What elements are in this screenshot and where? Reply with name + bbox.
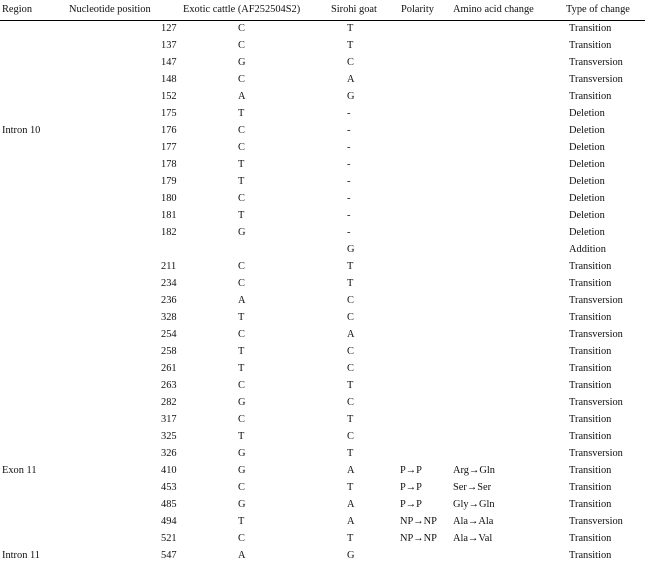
sirohi-goat-cell: T bbox=[347, 532, 354, 544]
type-of-change-cell: Transition bbox=[569, 532, 612, 544]
polarity-cell bbox=[399, 122, 451, 139]
sirohi-goat-cell: C bbox=[347, 345, 354, 357]
region-cell bbox=[0, 207, 63, 224]
polarity-cell: P→P bbox=[400, 498, 422, 510]
table-row bbox=[0, 496, 645, 513]
sirohi-goat-cell: - bbox=[347, 141, 351, 153]
polarity-cell bbox=[399, 173, 451, 190]
table-row bbox=[0, 530, 645, 547]
sirohi-goat-cell: - bbox=[347, 209, 351, 221]
table-row bbox=[0, 173, 645, 190]
table-row bbox=[0, 445, 645, 462]
polarity-cell bbox=[399, 190, 451, 207]
polarity-cell bbox=[399, 54, 451, 71]
amino-acid-change-cell bbox=[451, 309, 564, 326]
type-of-change-cell: Transition bbox=[569, 464, 612, 476]
region-cell bbox=[0, 445, 63, 462]
polarity-cell bbox=[399, 207, 451, 224]
region-cell bbox=[0, 292, 63, 309]
polarity-cell bbox=[399, 309, 451, 326]
table-row bbox=[0, 156, 645, 173]
nucleotide-position-cell: 263 bbox=[161, 379, 177, 391]
exotic-cattle-cell: C bbox=[238, 481, 245, 493]
sirohi-goat-cell: T bbox=[347, 22, 354, 34]
exotic-cattle-cell: C bbox=[238, 413, 245, 425]
nucleotide-position-cell: 317 bbox=[161, 413, 177, 425]
sirohi-goat-cell: G bbox=[347, 243, 355, 255]
type-of-change-cell: Deletion bbox=[569, 226, 605, 238]
amino-acid-change-cell bbox=[451, 275, 564, 292]
amino-acid-change-cell bbox=[451, 241, 564, 258]
amino-acid-change-cell bbox=[451, 360, 564, 377]
polarity-cell bbox=[399, 241, 451, 258]
type-of-change-cell: Deletion bbox=[569, 124, 605, 136]
amino-acid-change-cell bbox=[451, 326, 564, 343]
sirohi-goat-cell: T bbox=[347, 379, 354, 391]
nucleotide-position-cell: 152 bbox=[161, 90, 177, 102]
region-cell bbox=[0, 411, 63, 428]
region-cell bbox=[0, 20, 63, 37]
header-row bbox=[0, 0, 645, 20]
sirohi-goat-cell: C bbox=[347, 56, 354, 68]
region-cell bbox=[0, 360, 63, 377]
polarity-cell bbox=[399, 156, 451, 173]
polarity-cell bbox=[399, 139, 451, 156]
header-region: Region bbox=[0, 0, 63, 20]
nucleotide-position-cell: 177 bbox=[161, 141, 177, 153]
nucleotide-position-cell: 147 bbox=[161, 56, 177, 68]
table-row bbox=[0, 207, 645, 224]
amino-acid-change-cell: Arg→Gln bbox=[453, 464, 495, 476]
amino-acid-change-cell bbox=[451, 122, 564, 139]
type-of-change-cell: Transition bbox=[569, 498, 612, 510]
exotic-cattle-cell: C bbox=[238, 277, 245, 289]
amino-acid-change-cell bbox=[451, 54, 564, 71]
amino-acid-change-cell bbox=[451, 258, 564, 275]
exotic-cattle-cell: T bbox=[238, 515, 245, 527]
nucleotide-position-cell: 325 bbox=[161, 430, 177, 442]
table-row bbox=[0, 462, 645, 479]
type-of-change-cell: Transversion bbox=[569, 73, 623, 85]
type-of-change-cell: Transition bbox=[569, 260, 612, 272]
exotic-cattle-cell: T bbox=[238, 175, 245, 187]
region-cell bbox=[0, 530, 63, 547]
polarity-cell bbox=[399, 547, 451, 564]
polarity-cell bbox=[399, 428, 451, 445]
sirohi-goat-cell: C bbox=[347, 430, 354, 442]
sirohi-goat-cell: A bbox=[347, 73, 355, 85]
nucleotide-position-cell: 127 bbox=[161, 22, 177, 34]
exotic-cattle-cell: C bbox=[238, 328, 245, 340]
type-of-change-cell: Transition bbox=[569, 22, 612, 34]
sirohi-goat-cell: T bbox=[347, 277, 354, 289]
exotic-cattle-cell: A bbox=[238, 90, 246, 102]
type-of-change-cell: Transversion bbox=[569, 294, 623, 306]
type-of-change-cell: Transversion bbox=[569, 447, 623, 459]
amino-acid-change-cell bbox=[451, 394, 564, 411]
header-nucleotide-position: Nucleotide position bbox=[63, 0, 183, 20]
nucleotide-position-cell: 328 bbox=[161, 311, 177, 323]
type-of-change-cell: Deletion bbox=[569, 158, 605, 170]
exotic-cattle-cell: G bbox=[238, 447, 246, 459]
sirohi-goat-cell: A bbox=[347, 328, 355, 340]
polarity-cell bbox=[399, 292, 451, 309]
type-of-change-cell: Transition bbox=[569, 277, 612, 289]
nucleotide-position-cell: 181 bbox=[161, 209, 177, 221]
sirohi-goat-cell: G bbox=[347, 549, 355, 561]
nucleotide-position-cell: 180 bbox=[161, 192, 177, 204]
sirohi-goat-cell: T bbox=[347, 447, 354, 459]
table-row bbox=[0, 20, 645, 37]
type-of-change-cell: Transition bbox=[569, 481, 612, 493]
table-row bbox=[0, 241, 645, 258]
amino-acid-change-cell bbox=[451, 173, 564, 190]
amino-acid-change-cell bbox=[451, 20, 564, 37]
table-row bbox=[0, 326, 645, 343]
header-amino-acid-change: Amino acid change bbox=[451, 0, 564, 20]
nucleotide-position-cell: 176 bbox=[161, 124, 177, 136]
nucleotide-position-cell: 282 bbox=[161, 396, 177, 408]
type-of-change-cell: Transversion bbox=[569, 396, 623, 408]
amino-acid-change-cell bbox=[451, 292, 564, 309]
table-row bbox=[0, 394, 645, 411]
nucleotide-position-cell bbox=[63, 241, 183, 258]
header-polarity: Polarity bbox=[399, 0, 451, 20]
sirohi-goat-cell: - bbox=[347, 124, 351, 136]
type-of-change-cell: Transition bbox=[569, 549, 612, 561]
table-row bbox=[0, 258, 645, 275]
region-cell bbox=[0, 394, 63, 411]
exotic-cattle-cell: C bbox=[238, 124, 245, 136]
amino-acid-change-cell bbox=[451, 207, 564, 224]
exotic-cattle-cell: T bbox=[238, 362, 245, 374]
exotic-cattle-cell: A bbox=[238, 294, 246, 306]
polarity-cell bbox=[399, 377, 451, 394]
region-cell bbox=[0, 139, 63, 156]
amino-acid-change-cell bbox=[451, 37, 564, 54]
sirohi-goat-cell: T bbox=[347, 39, 354, 51]
exotic-cattle-cell: G bbox=[238, 498, 246, 510]
type-of-change-cell: Transition bbox=[569, 413, 612, 425]
table-row bbox=[0, 37, 645, 54]
region-cell bbox=[0, 377, 63, 394]
table-row bbox=[0, 513, 645, 530]
type-of-change-cell: Deletion bbox=[569, 175, 605, 187]
region-cell bbox=[0, 173, 63, 190]
region-cell bbox=[0, 326, 63, 343]
region-cell bbox=[0, 241, 63, 258]
amino-acid-change-cell bbox=[451, 105, 564, 122]
region-cell bbox=[0, 71, 63, 88]
exotic-cattle-cell: C bbox=[238, 532, 245, 544]
nucleotide-position-cell: 410 bbox=[161, 464, 177, 476]
polarity-cell bbox=[399, 88, 451, 105]
type-of-change-cell: Transition bbox=[569, 311, 612, 323]
sirohi-goat-cell: A bbox=[347, 515, 355, 527]
region-cell bbox=[0, 275, 63, 292]
amino-acid-change-cell: Gly→Gln bbox=[453, 498, 495, 510]
amino-acid-change-cell: Ser→Ser bbox=[453, 481, 492, 493]
header-type-of-change: Type of change bbox=[564, 0, 645, 20]
table-row bbox=[0, 88, 645, 105]
region-cell bbox=[0, 496, 63, 513]
region-cell bbox=[0, 258, 63, 275]
polarity-cell bbox=[399, 326, 451, 343]
type-of-change-cell: Transition bbox=[569, 345, 612, 357]
exotic-cattle-cell: G bbox=[238, 226, 246, 238]
table-row bbox=[0, 71, 645, 88]
sirohi-goat-cell: A bbox=[347, 498, 355, 510]
amino-acid-change-cell bbox=[451, 190, 564, 207]
polarity-cell bbox=[399, 20, 451, 37]
amino-acid-change-cell bbox=[451, 377, 564, 394]
region-cell: Exon 11 bbox=[2, 464, 37, 476]
exotic-cattle-cell bbox=[183, 241, 329, 258]
table-header bbox=[0, 0, 645, 20]
exotic-cattle-cell: T bbox=[238, 158, 245, 170]
table-body bbox=[0, 20, 645, 564]
exotic-cattle-cell: C bbox=[238, 22, 245, 34]
exotic-cattle-cell: T bbox=[238, 107, 245, 119]
type-of-change-cell: Transition bbox=[569, 362, 612, 374]
sirohi-goat-cell: C bbox=[347, 396, 354, 408]
region-cell bbox=[0, 428, 63, 445]
polarity-cell: NP→NP bbox=[400, 532, 437, 544]
amino-acid-change-cell bbox=[451, 71, 564, 88]
nucleotide-position-cell: 521 bbox=[161, 532, 177, 544]
nucleotide-position-cell: 326 bbox=[161, 447, 177, 459]
region-cell bbox=[0, 190, 63, 207]
header-exotic-cattle: Exotic cattle (AF252504S2) bbox=[183, 0, 329, 20]
nucleotide-position-cell: 261 bbox=[161, 362, 177, 374]
polarity-cell bbox=[399, 394, 451, 411]
polarity-cell bbox=[399, 275, 451, 292]
sirohi-goat-cell: A bbox=[347, 464, 355, 476]
sirohi-goat-cell: - bbox=[347, 192, 351, 204]
sirohi-goat-cell: - bbox=[347, 226, 351, 238]
exotic-cattle-cell: G bbox=[238, 56, 246, 68]
sirohi-goat-cell: C bbox=[347, 311, 354, 323]
amino-acid-change-cell bbox=[451, 428, 564, 445]
region-cell bbox=[0, 513, 63, 530]
region-cell bbox=[0, 88, 63, 105]
type-of-change-cell: Deletion bbox=[569, 192, 605, 204]
nucleotide-position-cell: 254 bbox=[161, 328, 177, 340]
region-cell: Intron 11 bbox=[2, 549, 40, 561]
exotic-cattle-cell: C bbox=[238, 39, 245, 51]
sirohi-goat-cell: T bbox=[347, 413, 354, 425]
table-row bbox=[0, 54, 645, 71]
table-row bbox=[0, 428, 645, 445]
exotic-cattle-cell: G bbox=[238, 464, 246, 476]
nucleotide-position-cell: 137 bbox=[161, 39, 177, 51]
polarity-cell bbox=[399, 343, 451, 360]
table-row bbox=[0, 292, 645, 309]
nucleotide-position-cell: 258 bbox=[161, 345, 177, 357]
amino-acid-change-cell bbox=[451, 224, 564, 241]
region-cell bbox=[0, 156, 63, 173]
sirohi-goat-cell: C bbox=[347, 362, 354, 374]
amino-acid-change-cell: Ala→Ala bbox=[453, 515, 494, 527]
polarity-cell bbox=[399, 105, 451, 122]
exotic-cattle-cell: C bbox=[238, 141, 245, 153]
nucleotide-position-cell: 148 bbox=[161, 73, 177, 85]
table-row bbox=[0, 122, 645, 139]
header-sirohi-goat: Sirohi goat bbox=[329, 0, 399, 20]
sirohi-goat-cell: C bbox=[347, 294, 354, 306]
nucleotide-position-cell: 211 bbox=[161, 260, 177, 272]
type-of-change-cell: Transition bbox=[569, 90, 612, 102]
exotic-cattle-cell: C bbox=[238, 260, 245, 272]
exotic-cattle-cell: T bbox=[238, 430, 245, 442]
table-row bbox=[0, 309, 645, 326]
amino-acid-change-cell bbox=[451, 445, 564, 462]
type-of-change-cell: Transversion bbox=[569, 56, 623, 68]
table-row bbox=[0, 411, 645, 428]
type-of-change-cell: Transversion bbox=[569, 515, 623, 527]
type-of-change-cell: Addition bbox=[569, 243, 606, 255]
nucleotide-position-cell: 236 bbox=[161, 294, 177, 306]
sirohi-goat-cell: - bbox=[347, 107, 351, 119]
amino-acid-change-cell bbox=[451, 343, 564, 360]
polarity-cell bbox=[399, 71, 451, 88]
nucleotide-position-cell: 234 bbox=[161, 277, 177, 289]
sirohi-goat-cell: G bbox=[347, 90, 355, 102]
amino-acid-change-cell bbox=[451, 88, 564, 105]
type-of-change-cell: Transition bbox=[569, 379, 612, 391]
sirohi-goat-cell: - bbox=[347, 158, 351, 170]
nucleotide-position-cell: 494 bbox=[161, 515, 177, 527]
exotic-cattle-cell: A bbox=[238, 549, 246, 561]
amino-acid-change-cell bbox=[451, 547, 564, 564]
nucleotide-position-cell: 453 bbox=[161, 481, 177, 493]
type-of-change-cell: Transition bbox=[569, 39, 612, 51]
table-row bbox=[0, 275, 645, 292]
polarity-cell bbox=[399, 411, 451, 428]
exotic-cattle-cell: T bbox=[238, 311, 245, 323]
nucleotide-position-cell: 179 bbox=[161, 175, 177, 187]
amino-acid-change-cell bbox=[451, 156, 564, 173]
exotic-cattle-cell: G bbox=[238, 396, 246, 408]
type-of-change-cell: Transition bbox=[569, 430, 612, 442]
nucleotide-position-cell: 547 bbox=[161, 549, 177, 561]
table-row bbox=[0, 224, 645, 241]
polarity-cell bbox=[399, 258, 451, 275]
region-cell bbox=[0, 309, 63, 326]
sirohi-goat-cell: T bbox=[347, 481, 354, 493]
nucleotide-position-cell: 485 bbox=[161, 498, 177, 510]
type-of-change-cell: Transversion bbox=[569, 328, 623, 340]
polarity-cell: P→P bbox=[400, 481, 422, 493]
table-row bbox=[0, 479, 645, 496]
nucleotide-position-cell: 178 bbox=[161, 158, 177, 170]
table-row bbox=[0, 360, 645, 377]
type-of-change-cell: Deletion bbox=[569, 107, 605, 119]
exotic-cattle-cell: C bbox=[238, 192, 245, 204]
exotic-cattle-cell: T bbox=[238, 209, 245, 221]
polarity-cell bbox=[399, 360, 451, 377]
table-row bbox=[0, 190, 645, 207]
amino-acid-change-cell: Ala→Val bbox=[453, 532, 493, 544]
region-cell bbox=[0, 37, 63, 54]
table-row bbox=[0, 139, 645, 156]
region-cell: Intron 10 bbox=[2, 124, 41, 136]
amino-acid-change-cell bbox=[451, 411, 564, 428]
sirohi-goat-cell: T bbox=[347, 260, 354, 272]
exotic-cattle-cell: C bbox=[238, 379, 245, 391]
region-cell bbox=[0, 54, 63, 71]
nucleotide-position-cell: 175 bbox=[161, 107, 177, 119]
table-row bbox=[0, 547, 645, 564]
polarity-cell bbox=[399, 445, 451, 462]
region-cell bbox=[0, 105, 63, 122]
table-row bbox=[0, 105, 645, 122]
region-cell bbox=[0, 224, 63, 241]
polarity-cell bbox=[399, 224, 451, 241]
table-row bbox=[0, 343, 645, 360]
exotic-cattle-cell: C bbox=[238, 73, 245, 85]
polarity-cell: P→P bbox=[400, 464, 422, 476]
type-of-change-cell: Deletion bbox=[569, 209, 605, 221]
exotic-cattle-cell: T bbox=[238, 345, 245, 357]
sirohi-goat-cell: - bbox=[347, 175, 351, 187]
polarity-cell bbox=[399, 37, 451, 54]
table-row bbox=[0, 377, 645, 394]
region-cell bbox=[0, 343, 63, 360]
polarity-cell: NP→NP bbox=[400, 515, 437, 527]
nucleotide-position-cell: 182 bbox=[161, 226, 177, 238]
type-of-change-cell: Deletion bbox=[569, 141, 605, 153]
region-cell bbox=[0, 479, 63, 496]
amino-acid-change-cell bbox=[451, 139, 564, 156]
